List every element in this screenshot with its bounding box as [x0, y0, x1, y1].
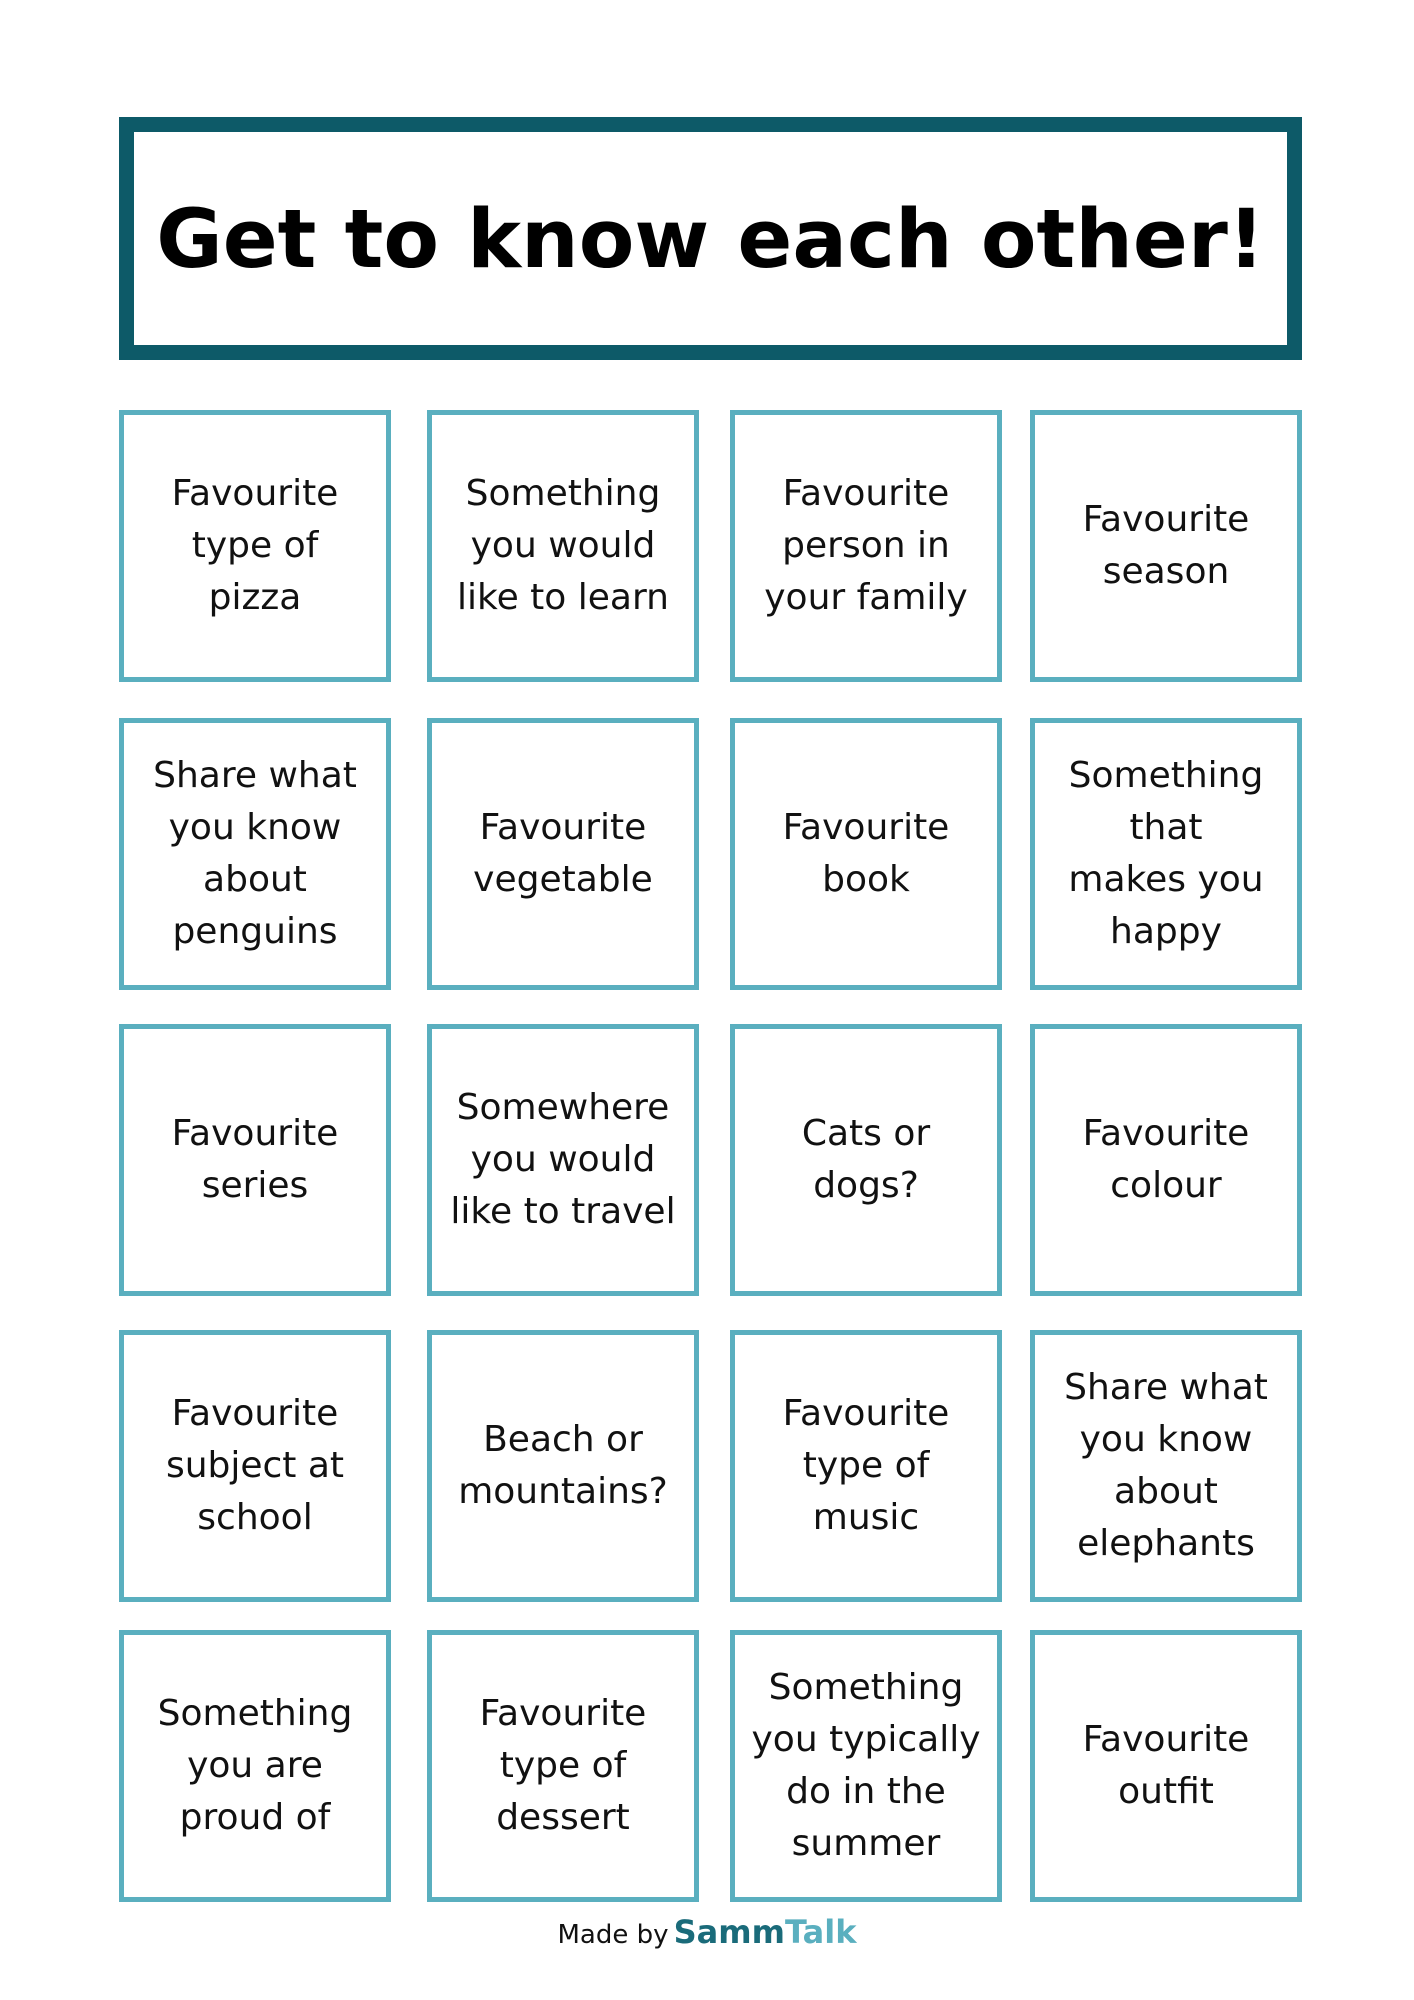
- card-text: Cats or dogs?: [801, 1113, 931, 1206]
- card: [1030, 1330, 1302, 1602]
- card-text: Something you are proud of: [157, 1693, 353, 1838]
- card: [119, 718, 391, 990]
- card: [119, 410, 391, 682]
- title-box: [119, 117, 1302, 360]
- card-text: Favourite outfit: [1082, 1719, 1250, 1812]
- card: [730, 1330, 1002, 1602]
- card: [119, 1630, 391, 1902]
- card: [730, 410, 1002, 682]
- card: [427, 1024, 699, 1296]
- card: [730, 1630, 1002, 1902]
- card-text: Something that makes you happy: [1068, 755, 1264, 952]
- card: [730, 718, 1002, 990]
- card-text: Something you typically do in the summer: [751, 1667, 981, 1864]
- card-text: Share what you know about penguins: [153, 755, 357, 952]
- card: [427, 1330, 699, 1602]
- card-text: Favourite type of dessert: [479, 1693, 647, 1838]
- card-text: Favourite subject at school: [165, 1393, 345, 1538]
- card-text: Favourite type of pizza: [171, 473, 339, 618]
- footer-prefix: Made by: [557, 1920, 669, 1950]
- card-text: Favourite book: [782, 807, 950, 900]
- card-text: Favourite person in your family: [764, 473, 968, 618]
- card-text: Beach or mountains?: [458, 1419, 668, 1512]
- card-text: Favourite series: [171, 1113, 339, 1206]
- card: [730, 1024, 1002, 1296]
- card: [427, 410, 699, 682]
- card: [1030, 1630, 1302, 1902]
- card-text: Share what you know about elephants: [1064, 1367, 1268, 1564]
- page-title: Get to know each other!: [156, 192, 1265, 287]
- card: [1030, 410, 1302, 682]
- card: [119, 1024, 391, 1296]
- card-text: Favourite vegetable: [473, 807, 653, 900]
- card: [427, 1630, 699, 1902]
- card-text: Favourite season: [1082, 499, 1250, 592]
- card-text: Something you would like to learn: [457, 473, 669, 618]
- brand-logo-part1: Samm: [673, 1913, 785, 1951]
- card-text: Somewhere you would like to travel: [450, 1087, 676, 1232]
- card: [119, 1330, 391, 1602]
- brand-logo-part2: Talk: [784, 1913, 857, 1951]
- card-text: Favourite colour: [1082, 1113, 1250, 1206]
- card: [1030, 718, 1302, 990]
- card: [1030, 1024, 1302, 1296]
- card: [427, 718, 699, 990]
- brand-logo: [673, 1913, 857, 1951]
- footer-credit: [0, 1913, 1414, 1951]
- card-text: Favourite type of music: [782, 1393, 950, 1538]
